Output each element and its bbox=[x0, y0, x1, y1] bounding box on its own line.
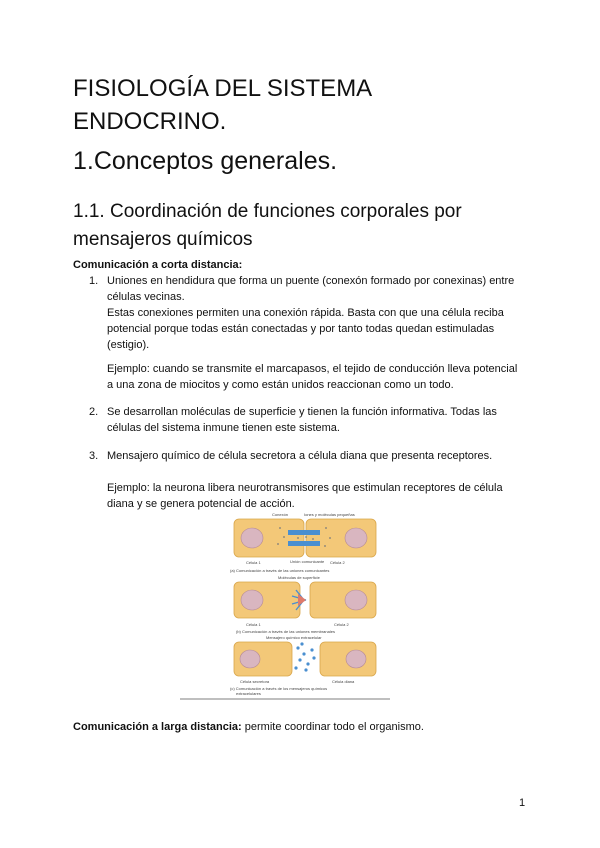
caption-b: (b) Comunicación a través de las uniones membranales bbox=[236, 629, 335, 634]
subsection-heading bbox=[73, 198, 513, 254]
label-surface-molecules: Moléculas de superficie bbox=[278, 575, 320, 580]
label-ions: Iones y moléculas pequeñas bbox=[304, 512, 355, 517]
label-target-cell: Célula diana bbox=[332, 679, 355, 684]
nucleus-target bbox=[346, 650, 366, 668]
example-1: Ejemplo: cuando se transmite el marcapasos, el tejido de conducción lleva potencial a una zona de miocitos y como están unidos reaccionan como un todo. bbox=[107, 363, 518, 391]
nucleus-2-a bbox=[345, 528, 367, 548]
subsection-line-1: 1.1. Coordinación de funciones corporales por bbox=[73, 201, 462, 222]
panel-b bbox=[234, 575, 376, 634]
section-heading: 1.Conceptos generales. bbox=[73, 147, 338, 175]
label-cell1-b: Célula 1 bbox=[246, 622, 261, 627]
panel-a bbox=[230, 512, 376, 573]
label-conexon: Conexón bbox=[272, 512, 289, 517]
nucleus-1-a bbox=[241, 528, 263, 548]
long-distance-text: permite coordinar todo el organismo. bbox=[241, 721, 424, 733]
junction-bottom bbox=[288, 541, 320, 546]
nucleus-2-b bbox=[345, 590, 367, 610]
example-3: Ejemplo: la neurona libera neurotransmisores que estimulan receptores de célula diana y se genera potencial de acción. bbox=[107, 482, 503, 510]
label-cell2-a: Célula 2 bbox=[330, 560, 345, 565]
list-number: 1. bbox=[89, 275, 99, 287]
list-text: Uniones en hendidura que forma un puente (conexón formado por conexinas) entre células vecinas. Estas conexiones permiten una conexión rápida. Basta con que una célula reciba potencial porque todas están conectadas y por tanto todas quedan estimuladas (estigio). bbox=[107, 275, 515, 351]
label-cell2-b: Célula 2 bbox=[334, 622, 349, 627]
document-title bbox=[73, 72, 372, 138]
long-distance-paragraph bbox=[73, 720, 424, 735]
label-cell1-a: Célula 1 bbox=[246, 560, 261, 565]
caption-c-2: extracelulares bbox=[236, 691, 261, 696]
long-distance-label: Comunicación a larga distancia: bbox=[73, 721, 242, 733]
page-number: 1 bbox=[519, 797, 526, 809]
list-text: Mensajero químico de célula secretora a célula diana que presenta receptores. bbox=[107, 450, 493, 462]
short-distance-label: Comunicación a corta distancia: bbox=[73, 259, 243, 271]
caption-a: (a) Comunicación a través de las uniones comunicantes bbox=[230, 568, 330, 573]
label-secretory-cell: Célula secretora bbox=[240, 679, 270, 684]
nucleus-1-b bbox=[241, 590, 263, 610]
surface-molecule bbox=[298, 594, 306, 606]
list-number: 2. bbox=[89, 406, 99, 418]
list-text: Se desarrollan moléculas de superficie y tienen la función informativa. Todas las células del sistema inmune tienen este sistema. bbox=[107, 406, 497, 434]
label-chemical-messenger: Mensajero químico extracelular bbox=[266, 635, 322, 640]
title-line-1: FISIOLOGÍA DEL SISTEMA bbox=[73, 75, 373, 102]
junction-top bbox=[288, 530, 320, 535]
nucleus-secretory bbox=[240, 650, 260, 668]
cell-communication-figure bbox=[180, 508, 390, 700]
list-number: 3. bbox=[89, 450, 99, 462]
subsection-line-2: mensajeros químicos bbox=[73, 229, 253, 250]
panel-c bbox=[230, 635, 376, 696]
label-gap-junction: Unión comunicante bbox=[290, 559, 325, 564]
title-line-2: ENDOCRINO. bbox=[73, 108, 227, 135]
messenger-molecules bbox=[294, 642, 315, 671]
caption-c-1: (c) Comunicación a través de los mensajeros químicos bbox=[230, 686, 328, 691]
